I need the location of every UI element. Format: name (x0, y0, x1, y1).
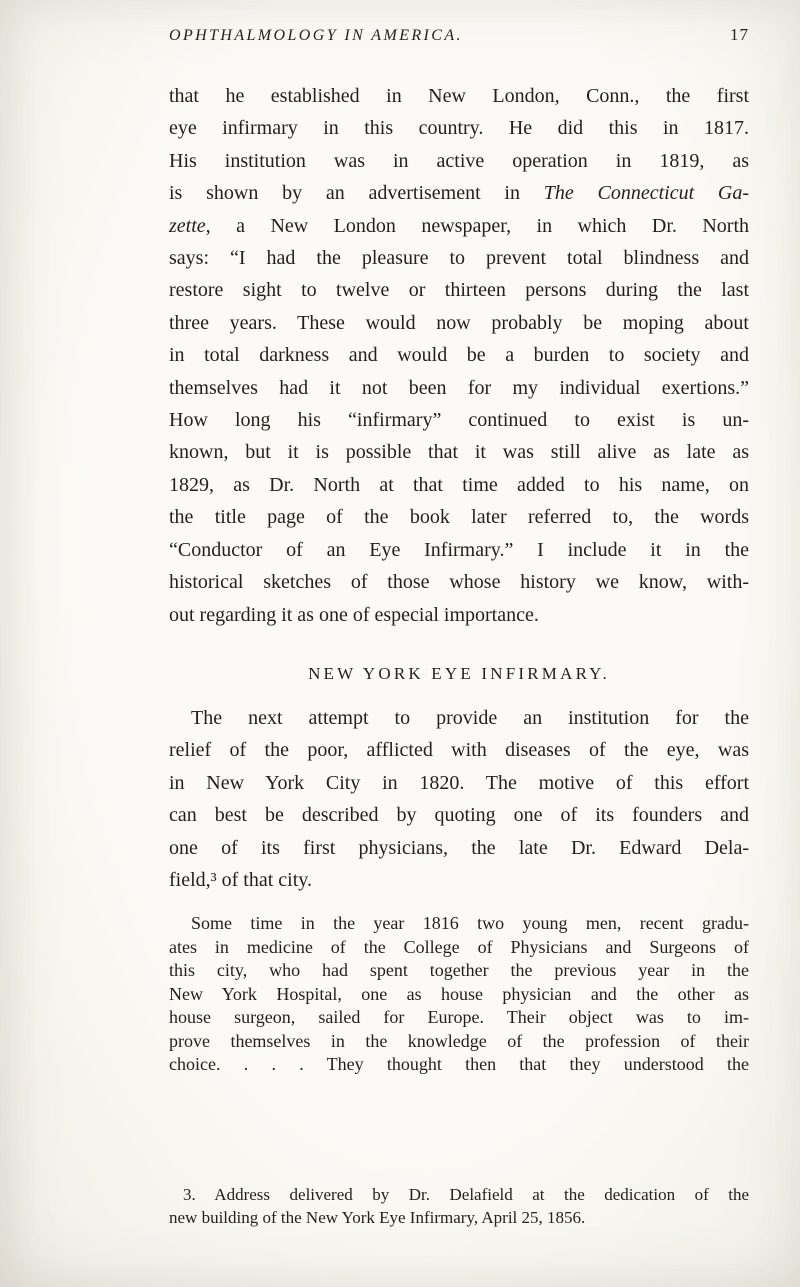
text-line (169, 177, 749, 209)
text-segment: themselves had it not been for my individual exertions.” (169, 376, 749, 399)
text-line (169, 534, 749, 566)
text-segment: historical sketches of those whose history we know, with- (169, 571, 749, 594)
text-segment: 3. Address delivered by Dr. Delafield at the dedication of the (183, 1185, 749, 1204)
text-line (169, 339, 749, 371)
footnote (169, 1184, 749, 1229)
text-line (169, 1184, 749, 1207)
text-line (169, 80, 749, 112)
text-segment: “Conductor of an Eye Infirmary.” I include it in the (169, 538, 749, 561)
text-segment: 1829, as Dr. North at that time added to his name, on (169, 473, 749, 496)
text-line (169, 469, 749, 501)
text-segment: His institution was in active operation in 1819, as (169, 149, 749, 172)
text-line (169, 1006, 749, 1030)
text-segment: known, but it is possible that it was still alive as late as (169, 441, 749, 464)
text-segment: that he established in New London, Conn., the first (169, 85, 749, 107)
text-segment: is shown by an advertisement in (169, 182, 544, 205)
text-line (169, 959, 749, 983)
text-line (169, 983, 749, 1007)
text-line (169, 599, 749, 631)
text-line (169, 436, 749, 468)
italic-text-segment: The Connecticut Ga- (543, 182, 749, 205)
body-paragraph-1 (169, 80, 749, 631)
text-segment: choice. . . . They thought then that they understood the (169, 1054, 749, 1074)
text-segment: this city, who had spent together the previous year in the (169, 960, 749, 980)
text-line (169, 832, 749, 864)
text-segment: can best be described by quoting one of its founders and (169, 804, 749, 827)
text-segment: new building of the New York Eye Infirmary, April 25, 1856. (169, 1207, 586, 1227)
text-segment: house surgeon, sailed for Europe. Their object was to im- (169, 1007, 749, 1027)
body-paragraph-2 (169, 702, 749, 896)
text-line (169, 112, 749, 144)
text-line (169, 404, 749, 436)
text-segment: one of its first physicians, the late Dr. Edward Dela- (169, 836, 749, 859)
text-segment: out regarding it as one of especial importance. (169, 603, 539, 626)
text-segment: the title page of the book later referred to, the words (169, 506, 749, 529)
text-line (169, 702, 749, 734)
running-title: OPHTHALMOLOGY IN AMERICA. (169, 27, 463, 44)
text-segment: restore sight to twelve or thirteen persons during the last (169, 279, 749, 302)
text-segment: says: “I had the pleasure to prevent total blindness and (169, 247, 749, 270)
text-segment: The next attempt to provide an institution for the (191, 707, 749, 729)
text-line (169, 145, 749, 177)
text-segment: , a New London newspaper, in which Dr. North (205, 214, 749, 237)
text-segment: field,³ of that city. (169, 869, 312, 892)
text-line (169, 210, 749, 242)
text-segment: three years. These would now probably be moping about (169, 311, 749, 334)
text-line (169, 1207, 749, 1230)
text-line (169, 767, 749, 799)
text-segment: prove themselves in the knowledge of the profession of their (169, 1030, 749, 1051)
section-heading: NEW YORK EYE INFIRMARY. (308, 664, 610, 683)
page-header (169, 25, 749, 45)
text-line (169, 799, 749, 831)
text-line (169, 566, 749, 598)
text-segment: How long his “infirmary” continued to exist is un- (169, 409, 749, 432)
text-line (169, 864, 749, 896)
text-segment: in New York City in 1820. The motive of this effort (169, 771, 749, 794)
text-segment: New York Hospital, one as house physician and the other as (169, 983, 749, 1004)
text-line (169, 501, 749, 533)
text-line (169, 274, 749, 306)
text-line (169, 912, 749, 936)
text-segment: Some time in the year 1816 two young men, recent gradu- (191, 913, 749, 933)
italic-text-segment: zette (169, 214, 206, 237)
text-segment: in total darkness and would be a burden to society and (169, 344, 749, 367)
text-segment: relief of the poor, afflicted with diseases of the eye, was (169, 739, 749, 762)
page-number: 17 (730, 25, 749, 44)
text-segment: ates in medicine of the College of Physicians and Surgeons of (169, 936, 749, 957)
text-line (169, 242, 749, 274)
text-line (169, 936, 749, 960)
text-line (169, 307, 749, 339)
text-line (169, 1053, 749, 1077)
text-segment: eye infirmary in this country. He did this in 1817. (169, 117, 749, 140)
text-line (169, 1030, 749, 1054)
quoted-excerpt (169, 912, 749, 1077)
text-line (169, 734, 749, 766)
text-line (169, 372, 749, 404)
